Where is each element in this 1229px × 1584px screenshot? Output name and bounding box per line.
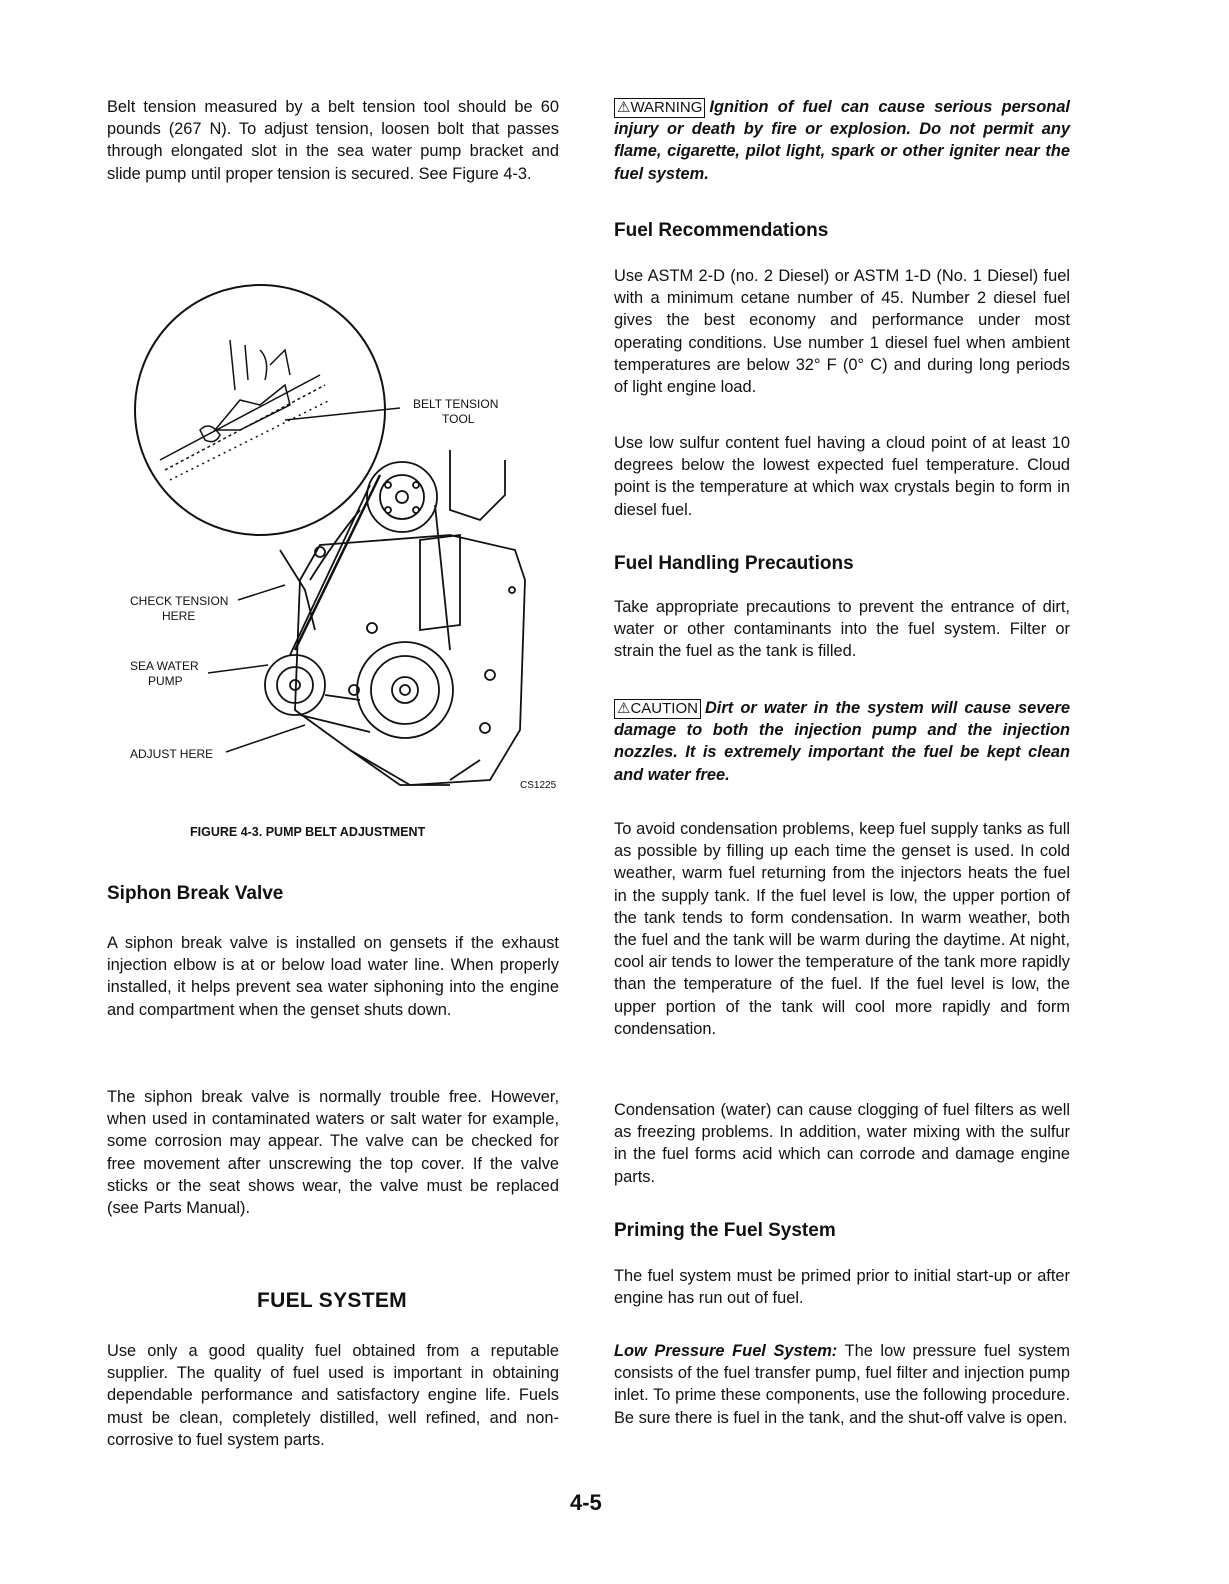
page-number: 4-5: [570, 1490, 602, 1515]
sea-water-label-2: PUMP: [148, 674, 183, 688]
condensation-paragraph-2: Condensation (water) can cause clogging of fuel filters as well as freezing problems. In addition, water mixing with the sulfur in the fuel forms acid which can corrode and damage engine parts.: [614, 1101, 1070, 1186]
belt-tension-tool-icon: [160, 340, 330, 480]
magnifier-circle: [135, 285, 385, 535]
priming-paragraph: The fuel system must be primed prior to initial start-up or after engine has run out of fuel.: [614, 1267, 1070, 1308]
siphon-paragraph-1: A siphon break valve is installed on gensets if the exhaust injection elbow is at or below load water line. When properly installed, it helps prevent sea water siphoning into the engine and compartment when the genset shuts down.: [107, 934, 559, 1019]
sea-water-label-1: SEA WATER: [130, 659, 199, 673]
fuel-system-title: FUEL SYSTEM: [257, 1289, 407, 1312]
adjust-here-label: ADJUST HERE: [130, 747, 214, 761]
fuel-handling-paragraph: Take appropriate precautions to prevent the entrance of dirt, water or other contaminants into the fuel system. Filter or strain the fuel as the tank is filled.: [614, 598, 1070, 661]
belt-tension-label-2: TOOL: [442, 412, 475, 426]
warning-tag: ⚠WARNING: [614, 98, 705, 118]
low-pressure-paragraph: [614, 1340, 1070, 1429]
siphon-heading: Siphon Break Valve: [107, 883, 284, 904]
fuel-handling-heading: Fuel Handling Precautions: [614, 553, 854, 574]
fuel-system-paragraph: Use only a good quality fuel obtained from a reputable supplier. The quality of fuel used is important in obtaining dependable performance and satisfactory engine life. Fuels must be clean, completely distilled, well refined, and non-corrosive to fuel system parts.: [107, 1342, 559, 1449]
siphon-paragraph-2: The siphon break valve is normally trouble free. However, when used in contaminated waters or salt water for example, some corrosion may appear. The valve can be checked for free movement after unscrewing the top cover. If the valve sticks or the seat shows wear, the valve must be replaced (see Parts Manual).: [107, 1088, 559, 1218]
low-pressure-leadin: Low Pressure Fuel System:: [614, 1342, 838, 1360]
engine-drawing: [265, 450, 525, 785]
fuel-recommendations-heading: Fuel Recommendations: [614, 220, 829, 241]
condensation-paragraph-1: To avoid condensation problems, keep fuel supply tanks as full as possible by filling up each time the genset is used. In cold weather, warm fuel returning from the injectors heats the fuel in the supply tank. If the fuel level is low, the upper portion of the tank tends to form condensation. In warm weather, both the fuel and the tank will be warm during the daytime. At night, cool air tends to lower the temperature of the tank more rapidly than the temperature of the fuel. If the fuel level is low, the upper portion of the tank will cool more rapidly and form condensation.: [614, 820, 1070, 1038]
check-tension-label-2: HERE: [162, 609, 196, 623]
fuel-recommendations-paragraph-1: Use ASTM 2-D (no. 2 Diesel) or ASTM 1-D (No. 1 Diesel) fuel with a minimum cetane number of 45. Number 2 diesel fuel gives the best economy and performance under most operating conditions. Use number 1 diesel fuel when ambient temperatures are below 32° F (0° C) and during long periods of light engine load.: [614, 267, 1070, 397]
pump-belt-figure: [120, 280, 570, 800]
figure-code: CS1225: [520, 780, 557, 791]
figure-caption: FIGURE 4-3. PUMP BELT ADJUSTMENT: [190, 825, 426, 839]
caution-tag: ⚠CAUTION: [614, 699, 701, 719]
check-tension-label-1: CHECK TENSION: [130, 594, 229, 608]
low-pressure-text: The low pressure fuel system consists of the fuel transfer pump, fuel filter and injection pump inlet. To prime these components, use the following procedure. Be sure there is fuel in the tank, and the shut-off valve is open.: [614, 1342, 1070, 1427]
fuel-recommendations-paragraph-2: Use low sulfur content fuel having a cloud point of at least 10 degrees below the lowest expected fuel temperature. Cloud point is the temperature at which wax crystals begin to form in diesel fuel.: [614, 434, 1070, 519]
belt-tension-label-1: BELT TENSION: [413, 397, 499, 411]
belt-tension-paragraph: Belt tension measured by a belt tension tool should be 60 pounds (267 N). To adjust tension, loosen bolt that passes through elongated slot in the sea water pump bracket and slide pump until proper tension is secured. See Figure 4-3.: [107, 98, 559, 183]
caution-text: Dirt or water in the system will cause severe damage to both the injection pump and the injection nozzles. It is extremely important the fuel be kept clean and water free.: [614, 699, 1070, 784]
priming-heading: Priming the Fuel System: [614, 1220, 836, 1241]
warning-text: Ignition of fuel can cause serious personal injury or death by fire or explosion. Do not permit any flame, cigarette, pilot light, spark or other igniter near the fuel system.: [614, 98, 1070, 183]
caution-block: [614, 697, 1070, 786]
warning-block: [614, 96, 1070, 185]
